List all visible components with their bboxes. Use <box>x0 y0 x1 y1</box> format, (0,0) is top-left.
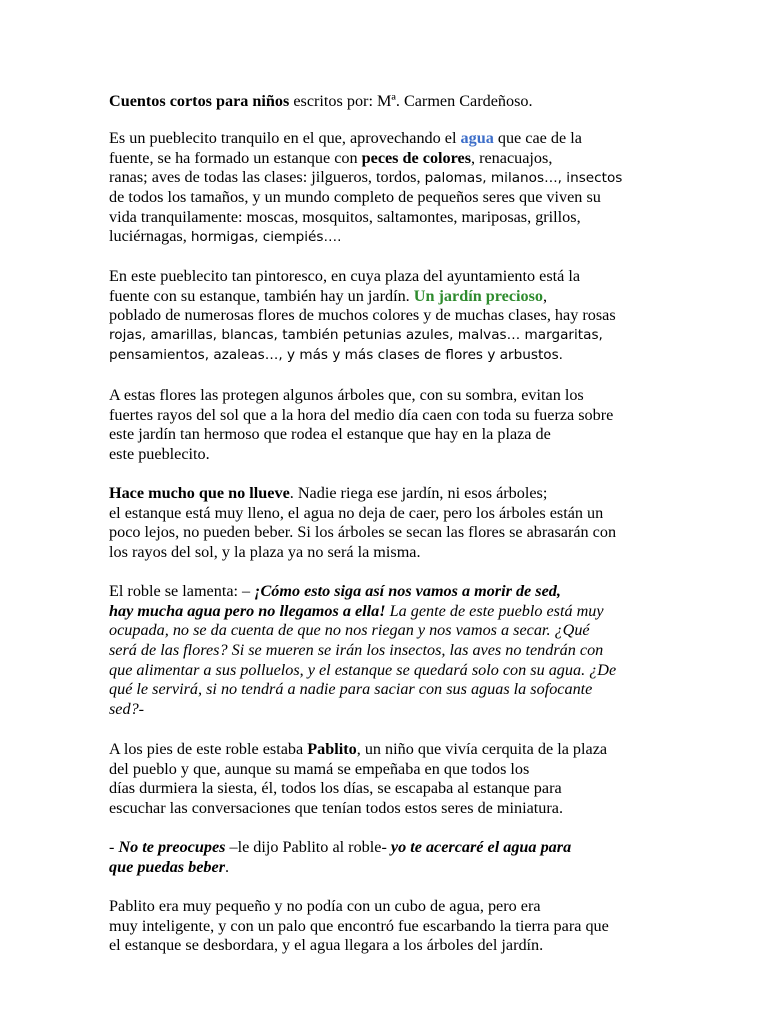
text-line: de todos los tamaños, y un mundo completo de pequeños seres que viven su <box>109 188 601 207</box>
paragraph-8 <box>109 897 669 956</box>
text: que cae de la <box>493 129 582 147</box>
text-line: Pablito era muy pequeño y no podía con un cubo de agua, pero era <box>109 897 541 915</box>
paragraph-2 <box>109 267 669 365</box>
bold-italic-text: que puedas beber <box>109 857 225 876</box>
sans-text-line: pensamientos, azaleas…, y más y más clases de flores y arbustos. <box>109 346 563 363</box>
text: - <box>109 838 119 856</box>
text: , <box>543 286 548 305</box>
paragraph-4 <box>109 484 669 563</box>
text: A los pies de este roble estaba <box>109 740 308 758</box>
bold-italic-text: yo te acercaré el agua para <box>390 838 572 856</box>
italic-text: La gente de este pueblo está muy <box>385 601 604 620</box>
italic-text-line: que alimentar a sus polluelos, y el estanque se quedará solo con su agua. ¿De <box>109 660 617 679</box>
text-line: el estanque está muy lleno, el agua no deja de caer, pero los árboles están un <box>109 503 604 522</box>
text: Es un pueblecito tranquilo en el que, aprovechando el <box>109 129 461 147</box>
text: El roble se lamenta: – <box>109 582 255 600</box>
text: ranas; aves de todas las clases: jilgueros, tordos, <box>109 168 425 187</box>
text-line: muy inteligente, y con un palo que encontró fue escarbando la tierra para que <box>109 916 609 935</box>
text-line: A estas flores las protegen algunos árboles que, con su sombra, evitan los <box>109 386 584 404</box>
paragraph-3 <box>109 386 669 465</box>
sans-text: palomas, milanos…, insectos <box>424 170 623 187</box>
italic-text-line: ocupada, no se da cuenta de que no nos riegan y nos vamos a secar. ¿Qué <box>109 621 590 640</box>
bold-text: Pablito <box>307 740 357 758</box>
text-line: poco lejos, no pueden beber. Si los árboles se secan las flores se abrasarán con <box>109 523 617 542</box>
italic-text-line: será de las flores? Si se mueren se irán los insectos, las aves no tendrán con <box>109 641 604 660</box>
text: fuente, se ha formado un estanque con <box>109 148 362 167</box>
sans-text: hormigas, ciempiés…. <box>190 229 342 246</box>
text-line: días durmiera la siesta, él, todos los días, se escapaba al estanque para <box>109 779 562 798</box>
paragraph-1 <box>109 129 669 247</box>
paragraph-6 <box>109 740 669 819</box>
link-agua[interactable]: agua <box>460 129 494 147</box>
text-line: este jardín tan hermoso que rodea el estanque que hay en la plaza de <box>109 425 551 444</box>
text: , un niño que vivía cerquita de la plaza <box>356 740 608 758</box>
italic-text-line: sed?- <box>109 700 145 719</box>
text-line: escuchar las conversaciones que tenían todos estos seres de miniatura. <box>109 799 563 818</box>
text-line: poblado de numerosas flores de muchos colores y de muchas clases, hay rosas <box>109 306 616 325</box>
link-jardin-precioso[interactable]: Un jardín precioso <box>413 286 543 305</box>
text: –le dijo Pablito al roble- <box>225 838 391 856</box>
title-author: escritos por: Mª. Carmen Cardeñoso. <box>289 92 533 110</box>
bold-italic-text: hay mucha agua pero no llegamos a ella! <box>109 601 386 620</box>
text-line: este pueblecito. <box>109 445 210 464</box>
text: . <box>225 857 230 876</box>
text: luciérnagas, <box>109 227 191 246</box>
text-line: En este pueblecito tan pintoresco, en cuya plaza del ayuntamiento está la <box>109 267 581 285</box>
title-bold: Cuentos cortos para niños <box>109 92 290 110</box>
text-line: los rayos del sol, y la plaza ya no será la misma. <box>109 543 421 562</box>
bold-text: peces de colores <box>361 148 472 167</box>
text: , renacuajos, <box>471 148 553 167</box>
sans-text-line: rojas, amarillas, blancas, también petunias azules, malvas… margaritas, <box>109 327 603 344</box>
paragraph-7 <box>109 838 669 877</box>
text: . Nadie riega ese jardín, ni esos árboles; <box>289 484 548 502</box>
paragraph-5 <box>109 582 669 720</box>
bold-italic-text: No te preocupes <box>118 838 226 856</box>
text-line: vida tranquilamente: moscas, mosquitos, saltamontes, mariposas, grillos, <box>109 207 581 226</box>
text: fuente con su estanque, también hay un jardín. <box>109 286 414 305</box>
bold-text: Hace mucho que no llueve <box>109 484 290 502</box>
bold-italic-text: ¡Cómo esto siga así nos vamos a morir de sed, <box>254 582 561 600</box>
italic-text-line: qué le servirá, si no tendrá a nadie para saciar con sus aguas la sofocante <box>109 680 593 699</box>
text-line: fuertes rayos del sol que a la hora del medio día caen con toda su fuerza sobre <box>109 405 614 424</box>
document-title <box>109 92 669 112</box>
text-line: el estanque se desbordara, y el agua llegara a los árboles del jardín. <box>109 936 544 955</box>
text-line: del pueblo y que, aunque su mamá se empeñaba en que todos los <box>109 759 530 778</box>
